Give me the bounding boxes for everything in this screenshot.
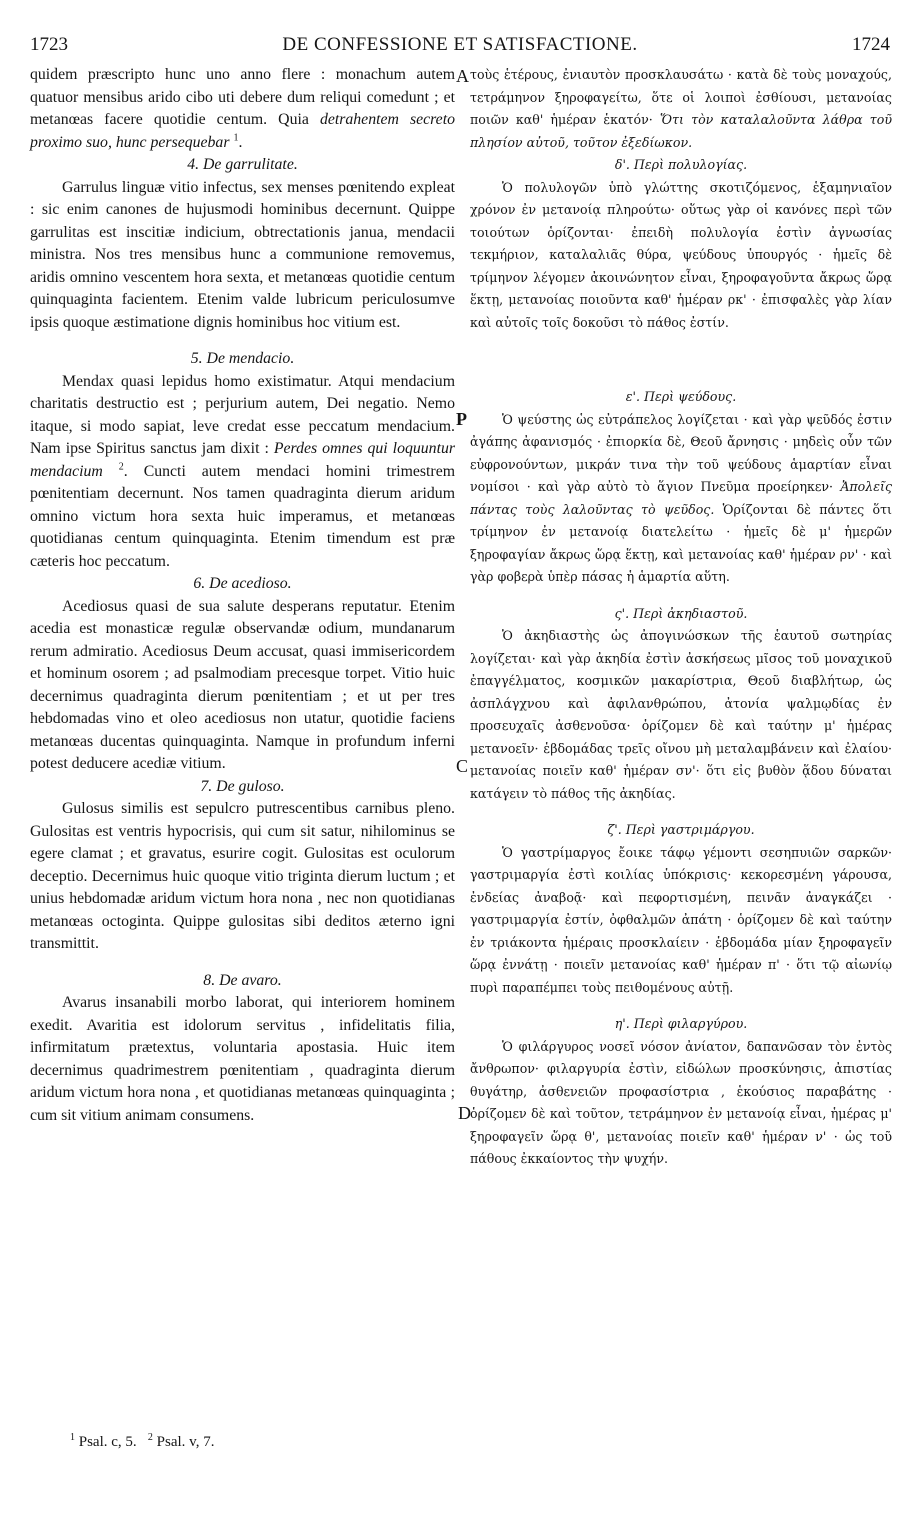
greek-column [470, 64, 892, 1171]
latin-section-garrulitate: Garrulus linguæ vitio infectus, sex menses pœnitendo expleat : sic enim canones de hujusmodi hominibus decernunt. Quippe garrulitas est inscitiæ indicium, obtrectationis janua, mendacii ministra. Nos tres mensibus hunc a communione removemus, aridis omnino vescentem hora sexta, et metanœas quotidie centum quinquaginta facientem. Etenim valde lubricum periculosumve ipsis quoque æstimatione dignis hominibus hoc vitium est. [30, 178, 455, 331]
margin-marker-a: A [456, 66, 469, 86]
latin-section-guloso: Gulosus similis est sepulcro putrescentibus carnibus pleno. Gulositas est ventris hypocrisis, qui cum sit satur, nihilominus se egere clamat ; et gravatus, esurire cogit. Gulositas est oculorum deceptio. Decernimus huic quoque vitio triginta dierum luctum ; et unius hebdomadæ aridum victum hora nona , nec non quotidianas metanœas octoginta. Quippe gulositas sibi deditos æterno igni transmittit. [30, 800, 455, 952]
greek-heading-philargyria: η'. Περὶ φιλαργύρου. [614, 1016, 748, 1031]
greek-section-polylogia: Ὁ πολυλογῶν ὑπὸ γλώττης σκοτιζόμενος, ἑξαμηνιαῖον χρόνον ἐν μετανοίᾳ πληρούτω· οὕτως γὰρ οἱ κανόνες περὶ τῶν τοιούτων ὁρίζονται· ἐπειδὴ πολυλογία ἐστὶν ἀγνωσίας τεκμήριον, καταλαλιᾶς θύρα, ψεύδους ὑπουργός · ἡμεῖς δὲ τρίμηνον λέγομεν ἀκοινώνητον εἶναι, ξηροφαγοῦντα ἄκρως ὥρᾳ ἕκτῃ, μετανοίας ποιοῦντα καθ' ἡμέραν ρκ' · ἐπισφαλὲς γὰρ λίαν καὶ αὐτοῖς τοῖς δοκοῦσι τὸ πάθος ἐστίν. [470, 179, 892, 330]
greek-section-gastrimargia: Ὁ γαστρίμαργος ἔοικε τάφῳ γέμοντι σεσηπυιῶν σαρκῶν· γαστριμαργία ἐστὶ κοιλίας ὑπόκρισις· κεκορεσμένη γάρουσα, ἐνδείας ἀναβοᾷ· καὶ πεφορτισμένη, πεινᾶν ἀναγκάζει · γαστριμαργία ἐστίν, ὀφθαλμῶν ἀπάτη · ὁρίζομεν δὲ καὶ ταύτην ἐν τριάκοντα ἡμέραις προσκλαίειν · ἑβδομάδα μίαν ξηροφαγεῖν ὥρᾳ ἐννάτῃ · ποιεῖν μετανοίας καθ' ἡμέραν π' · ὅτι τῷ αἰωνίῳ πυρὶ παραπέμπει τοὺς πειθομένους αὐτῇ. [470, 844, 892, 995]
right-page-number: 1724 [852, 34, 890, 55]
latin-section-acedioso: Acediosus quasi de sua salute desperans reputatur. Etenim acedia est monasticæ regulæ observandæ odium, mundanarum rerum admiratio. Acediosus Deum accusat, quasi immisericordem et hominum osorem ; ad psalmodiam precesque torpet. Vitio huic decernimus quadraginta dierum pœnitentiam ; et ut per tres hebdomadas vino et oleo acediosus non utatur, quotidie faciens metanœas ducentas quinquaginta. Namque in profundum inferni potest deducere acediæ vitium. [30, 597, 455, 772]
latin-heading-avaro: 8. De avaro. [203, 971, 282, 989]
footnote-ref-2: 2 [118, 461, 124, 473]
greek-heading-gastrimargia: ζ'. Περὶ γαστριμάργου. [607, 822, 755, 837]
greek-heading-pseudos: ε'. Περὶ ψεύδους. [625, 389, 737, 404]
latin-heading-acedioso: 6. De acedioso. [193, 575, 292, 592]
left-page-number: 1723 [30, 34, 68, 55]
greek-pseudos-quote: Ἀπολεῖς πάντας τοὺς λαλοῦντας τὸ ψεῦδος. [470, 479, 892, 517]
greek-heading-akedia: ς'. Περὶ ἀκηδιαστοῦ. [614, 605, 748, 621]
greek-section-akedia: Ὁ ἀκηδιαστὴς ὡς ἀπογινώσκων τῆς ἑαυτοῦ σωτηρίας λογίζεται· καὶ γὰρ ἀκηδία ἐστὶν ἀσκήσεως μῖσος τοῦ μοναχικοῦ ἐπαγγέλματος, κοσμικῶν μακαρίστρια, Θεοῦ διαβλήτωρ, ὡς ἀσπλάγχνου καὶ ἀφιλανθρώπου, ἀτονία ψαλμῳδίας ἐν προσευχαῖς ἀσθενοῦσα· ὁρίζομεν δὲ καὶ ταύτην μ' ἡμέρας μετανοεῖν· ἑβδομάδας τρεῖς οἴνου μὴ μεταλαμβάνειν καὶ ἐλαίου· μετανοίας ποιεῖν καθ' ἡμέραν σν'· ὅτι εἰς βυθὸν ᾅδου δύναται κατάγειν τὸ πάθος τῆς ἀκηδίας. [470, 628, 892, 801]
latin-heading-guloso: 7. De guloso. [200, 777, 285, 795]
footnotes [70, 1434, 214, 1451]
margin-marker-c: C [456, 756, 469, 776]
latin-intro: quidem præscripto hunc uno anno flere : monachum autem quatuor mensibus arido cibo uti debere dum reliqui comedunt ; et metanœas facere quotidie centum. Quia detrahentem secreto proximo suo, hunc persequebar $^1$. [30, 66, 455, 151]
page-header [30, 34, 890, 64]
latin-heading-garrulitate: 4. De garrulitate. [187, 156, 298, 173]
footnote-2: $^2$ Psal. v, 7. [147, 1432, 215, 1450]
margin-marker-d: D [458, 1103, 471, 1123]
latin-heading-mendacio: 5. De mendacio. [190, 350, 295, 367]
greek-heading-polylogia: δ'. Περὶ πολυλογίας. [614, 157, 748, 172]
margin-marker-p: P [456, 409, 467, 429]
footnote-ref-1: 1 [233, 132, 239, 144]
latin-mendacio-quote: Perdes omnes qui loquuntur mendacium [30, 440, 456, 480]
greek-section-philargyria: Ὁ φιλάργυρος νοσεῖ νόσον ἀνίατον, δαπανῶσαν τὸν ἐντὸς ἄνθρωπον· φιλαργυρία ἐστὶν, εἰδώλων προσκύνησις, ἀπιστίας θυγάτηρ, ἀσθενειῶν προφασίστρια , ἑκούσιος παραβάτης · ὁρίζομεν δὲ καὶ τοῦτον, τετράμηνον ἐν μετανοίᾳ εἶναι, ἡμέρας μ' ξηροφαγεῖν ὥρᾳ θ', μετανοίας ποιεῖν καθ' ἡμέραν ν' · ὡς τοῦ πάθους ἐκκαίοντος τὴν ψυχήν. [470, 1038, 892, 1166]
running-title: DE CONFESSIONE ET SATISFACTIONE. [282, 34, 638, 55]
latin-section-mendacio: Mendax quasi lepidus homo existimatur. Atqui mendacium charitatis destructio est ; perjurium autem, Dei negatio. Nemo itaque, si modo sapiat, leve credat esse peccatum mendacium. Nam ipse Spiritus sanctus jam dixit : Perdes omnes qui loquuntur mendacium $^2$. Cuncti autem mendaci homini trimestrem pœnitentiam decernunt. Nos tamen quadraginta dierum aridum omnino victum hora sexta huic imperamus, et metanœas quotidianas centum quinquaginta. Etenim timendum est præ cæteris hoc peccatum. [30, 372, 456, 570]
latin-column [30, 64, 455, 1127]
latin-intro-quote: detrahentem secreto proximo suo, hunc persequebar [30, 111, 455, 151]
latin-section-avaro: Avarus insanabili morbo laborat, qui interiorem hominem exedit. Avaritia est idolorum servitus , infidelitatis filia, infirmitatum prætextus, voluntaria apostasia. Huic item decernimus quadrimestrem pœnitentiam , quadraginta dierum aridum victum hora nona , et quotidianas metanœas quinquaginta ; cum sit vitium animam consumens. [30, 994, 455, 1124]
footnote-1: $^1$ Psal. c, 5. [70, 1432, 137, 1450]
greek-intro-quote: Ὅτι τὸν καταλαλοῦντα λάθρα τοῦ πλησίον αὐτοῦ, τοῦτον ἐξεδίωκον. [470, 112, 892, 150]
greek-section-pseudos: Ὁ ψεύστης ὡς εὐτράπελος λογίζεται · καὶ γὰρ ψεῦδός ἐστιν ἀγάπης ἀφανισμός · ἐπιορκία δὲ, Θεοῦ ἄρνησις · μηδεὶς οὖν τῶν εὐφρονούντων, μικράν τινα τὴν τοῦ ψεύδους ἁμαρτίαν εἶναι νομίσοι · καὶ γὰρ αὐτὸ τὸ ἅγιον Πνεῦμα προείρηκεν· Ἀπολεῖς πάντας τοὺς λαλοῦντας τὸ ψεῦδος. Ὁρίζονται δὲ πάντες ὅτι τρίμηνον ἐν μετανοίᾳ διατελείτω · ἡμεῖς δὲ μ' ἡμερῶν ξηροφαγίαν ἄκρως ὥρᾳ ἕκτῃ, καὶ μετανοίας καθ' ἡμέραν ρν' · καὶ γὰρ φοβερὰ ὑπὲρ πάσας ἡ ἁμαρτία αὕτη. [470, 411, 892, 584]
greek-intro: τοὺς ἑτέρους, ἐνιαυτὸν προσκλαυσάτω · κατὰ δὲ τοὺς μοναχούς, τετράμηνον ξηροφαγείτω, ὅτε οἱ λοιποὶ ἐσθίουσι, μετανοίας ποιῶν καθ' ἡμέραν ἑκατόν· Ὅτι τὸν καταλαλοῦντα λάθρα τοῦ πλησίον αὐτοῦ, τοῦτον ἐξεδίωκον. [470, 67, 892, 150]
